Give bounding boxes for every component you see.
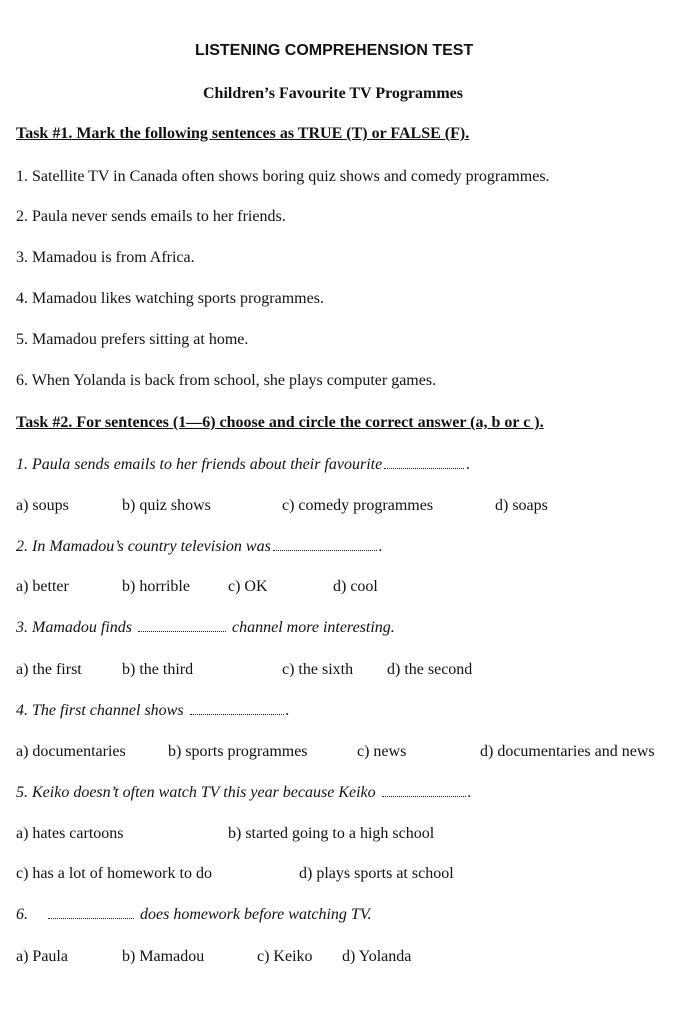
question-2 <box>16 538 383 556</box>
q1-option-b: b) quiz shows <box>122 497 211 514</box>
q6-option-c: c) Keiko <box>257 948 313 965</box>
q5-option-b: b) started going to a high school <box>228 825 435 842</box>
q6-option-a: a) Paula <box>16 948 68 965</box>
question-5-end: . <box>467 784 472 801</box>
task1-sentence-4: 4. Mamadou likes watching sports programmes. <box>16 290 324 307</box>
question-4-text: 4. The first channel shows <box>16 702 184 719</box>
q2-option-c: c) OK <box>228 578 268 595</box>
task2-heading: Task #2. For sentences (1—6) choose and circle the correct answer (a, b or c ). <box>16 414 544 431</box>
q1-option-a: a) soups <box>16 497 69 514</box>
task1-sentence-6: 6. When Yolanda is back from school, she plays computer games. <box>16 372 437 389</box>
question-5 <box>16 784 472 802</box>
page-title: LISTENING COMPREHENSION TEST <box>195 42 474 59</box>
q3-option-b: b) the third <box>122 661 194 678</box>
q3-option-c: c) the sixth <box>282 661 354 678</box>
q2-option-d: d) cool <box>333 578 378 595</box>
question-5-text: 5. Keiko doesn’t often watch TV this year because Keiko <box>16 784 376 801</box>
q2-option-b: b) horrible <box>122 578 190 595</box>
question-4-end: . <box>285 702 290 719</box>
q6-option-d: d) Yolanda <box>342 948 412 965</box>
task1-sentence-3: 3. Mamadou is from Africa. <box>16 249 195 266</box>
answer-blank <box>273 538 377 551</box>
answer-blank <box>48 906 134 919</box>
q1-option-d: d) soaps <box>495 497 548 514</box>
q4-option-b: b) sports programmes <box>168 743 308 760</box>
q6-option-b: b) Mamadou <box>122 948 205 965</box>
q3-option-a: a) the first <box>16 661 82 678</box>
question-1 <box>16 456 470 474</box>
q5-option-c: c) has a lot of homework to do <box>16 865 212 882</box>
q2-option-a: a) better <box>16 578 69 595</box>
answer-blank <box>190 702 284 715</box>
question-2-text: 2. In Mamadou’s country television was <box>16 538 271 555</box>
question-1-end: . <box>466 456 471 473</box>
q5-option-d: d) plays sports at school <box>299 865 454 882</box>
question-3-end: channel more interesting. <box>232 619 395 636</box>
q4-option-d: d) documentaries and news <box>480 743 655 760</box>
task1-sentence-5: 5. Mamadou prefers sitting at home. <box>16 331 249 348</box>
q1-option-c: c) comedy programmes <box>282 497 434 514</box>
q4-option-c: c) news <box>357 743 407 760</box>
question-3 <box>16 619 395 637</box>
q4-option-a: a) documentaries <box>16 743 126 760</box>
answer-blank <box>382 784 466 797</box>
question-6-text: 6. <box>16 906 28 923</box>
task1-heading: Task #1. Mark the following sentences as TRUE (T) or FALSE (F). <box>16 125 470 142</box>
q5-option-a: a) hates cartoons <box>16 825 124 842</box>
answer-blank <box>138 619 226 632</box>
question-6 <box>16 906 372 924</box>
q3-option-d: d) the second <box>387 661 473 678</box>
question-3-text: 3. Mamadou finds <box>16 619 132 636</box>
question-4 <box>16 702 290 720</box>
answer-blank <box>384 456 464 469</box>
task1-sentence-2: 2. Paula never sends emails to her friends. <box>16 208 286 225</box>
question-1-text: 1. Paula sends emails to her friends about their favourite <box>16 456 383 473</box>
task1-sentence-1: 1. Satellite TV in Canada often shows boring quiz shows and comedy programmes. <box>16 168 550 185</box>
page-subtitle: Children’s Favourite TV Programmes <box>203 85 463 102</box>
question-2-end: . <box>378 538 383 555</box>
question-6-end: does homework before watching TV. <box>140 906 372 923</box>
